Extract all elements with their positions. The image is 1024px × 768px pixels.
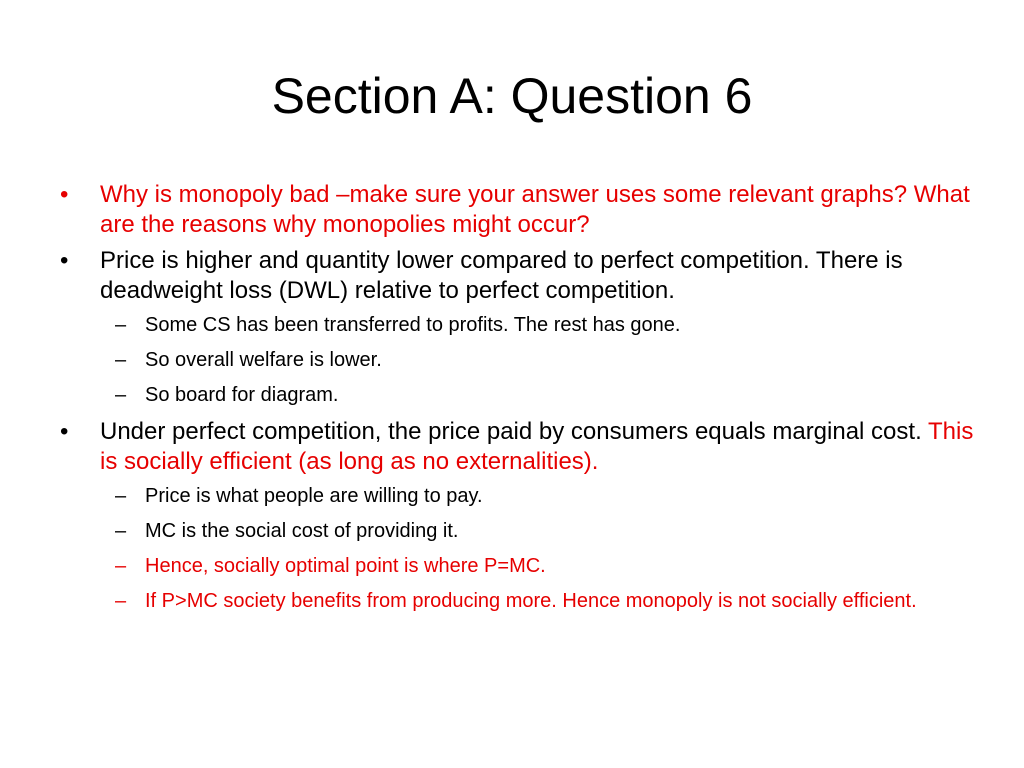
dash-icon: – (115, 349, 127, 371)
sub-bullet-text: Hence, socially optimal point is where P=MC. (145, 555, 546, 577)
sub-bullet-text: MC is the social cost of providing it. (145, 520, 459, 542)
dash-icon: – (115, 384, 127, 406)
bullet-text: Why is monopoly bad –make sure your answer uses some relevant graphs? What are the reasons why monopolies might occur? (100, 181, 970, 238)
sub-bullet-item (58, 312, 978, 338)
dash-icon: – (115, 485, 127, 507)
bullet-item (58, 180, 978, 240)
sub-bullet-item (58, 483, 978, 509)
bullet-text-highlight: This is socially efficient (as long as no externalities). (100, 418, 974, 475)
bullet-text: Price is higher and quantity lower compared to perfect competition. There is deadweight loss (DWL) relative to perfect competition. (100, 247, 903, 304)
sub-bullet-item (58, 347, 978, 373)
bullet-item (58, 417, 978, 477)
sub-bullet-text: So board for diagram. (145, 384, 339, 406)
sub-bullet-item (58, 553, 978, 579)
dash-icon: – (115, 590, 127, 612)
bullet-icon: • (60, 181, 69, 208)
slide-title: Section A: Question 6 (271, 68, 753, 124)
sub-bullet-item (58, 588, 978, 614)
sub-bullet-text: Price is what people are willing to pay. (145, 485, 483, 507)
slide-content (58, 180, 978, 623)
sub-bullet-text: So overall welfare is lower. (145, 349, 382, 371)
bullet-item (58, 246, 978, 306)
bullet-text: Under perfect competition, the price paid by consumers equals marginal cost. (100, 418, 928, 445)
dash-icon: – (115, 520, 127, 542)
sub-bullet-text: If P>MC society benefits from producing more. Hence monopoly is not socially efficient. (145, 590, 917, 612)
sub-bullet-text: Some CS has been transferred to profits. The rest has gone. (145, 314, 681, 336)
bullet-icon: • (60, 418, 69, 445)
sub-bullet-item (58, 382, 978, 408)
dash-icon: – (115, 314, 127, 336)
dash-icon: – (115, 555, 127, 577)
sub-bullet-item (58, 518, 978, 544)
bullet-icon: • (60, 247, 69, 274)
